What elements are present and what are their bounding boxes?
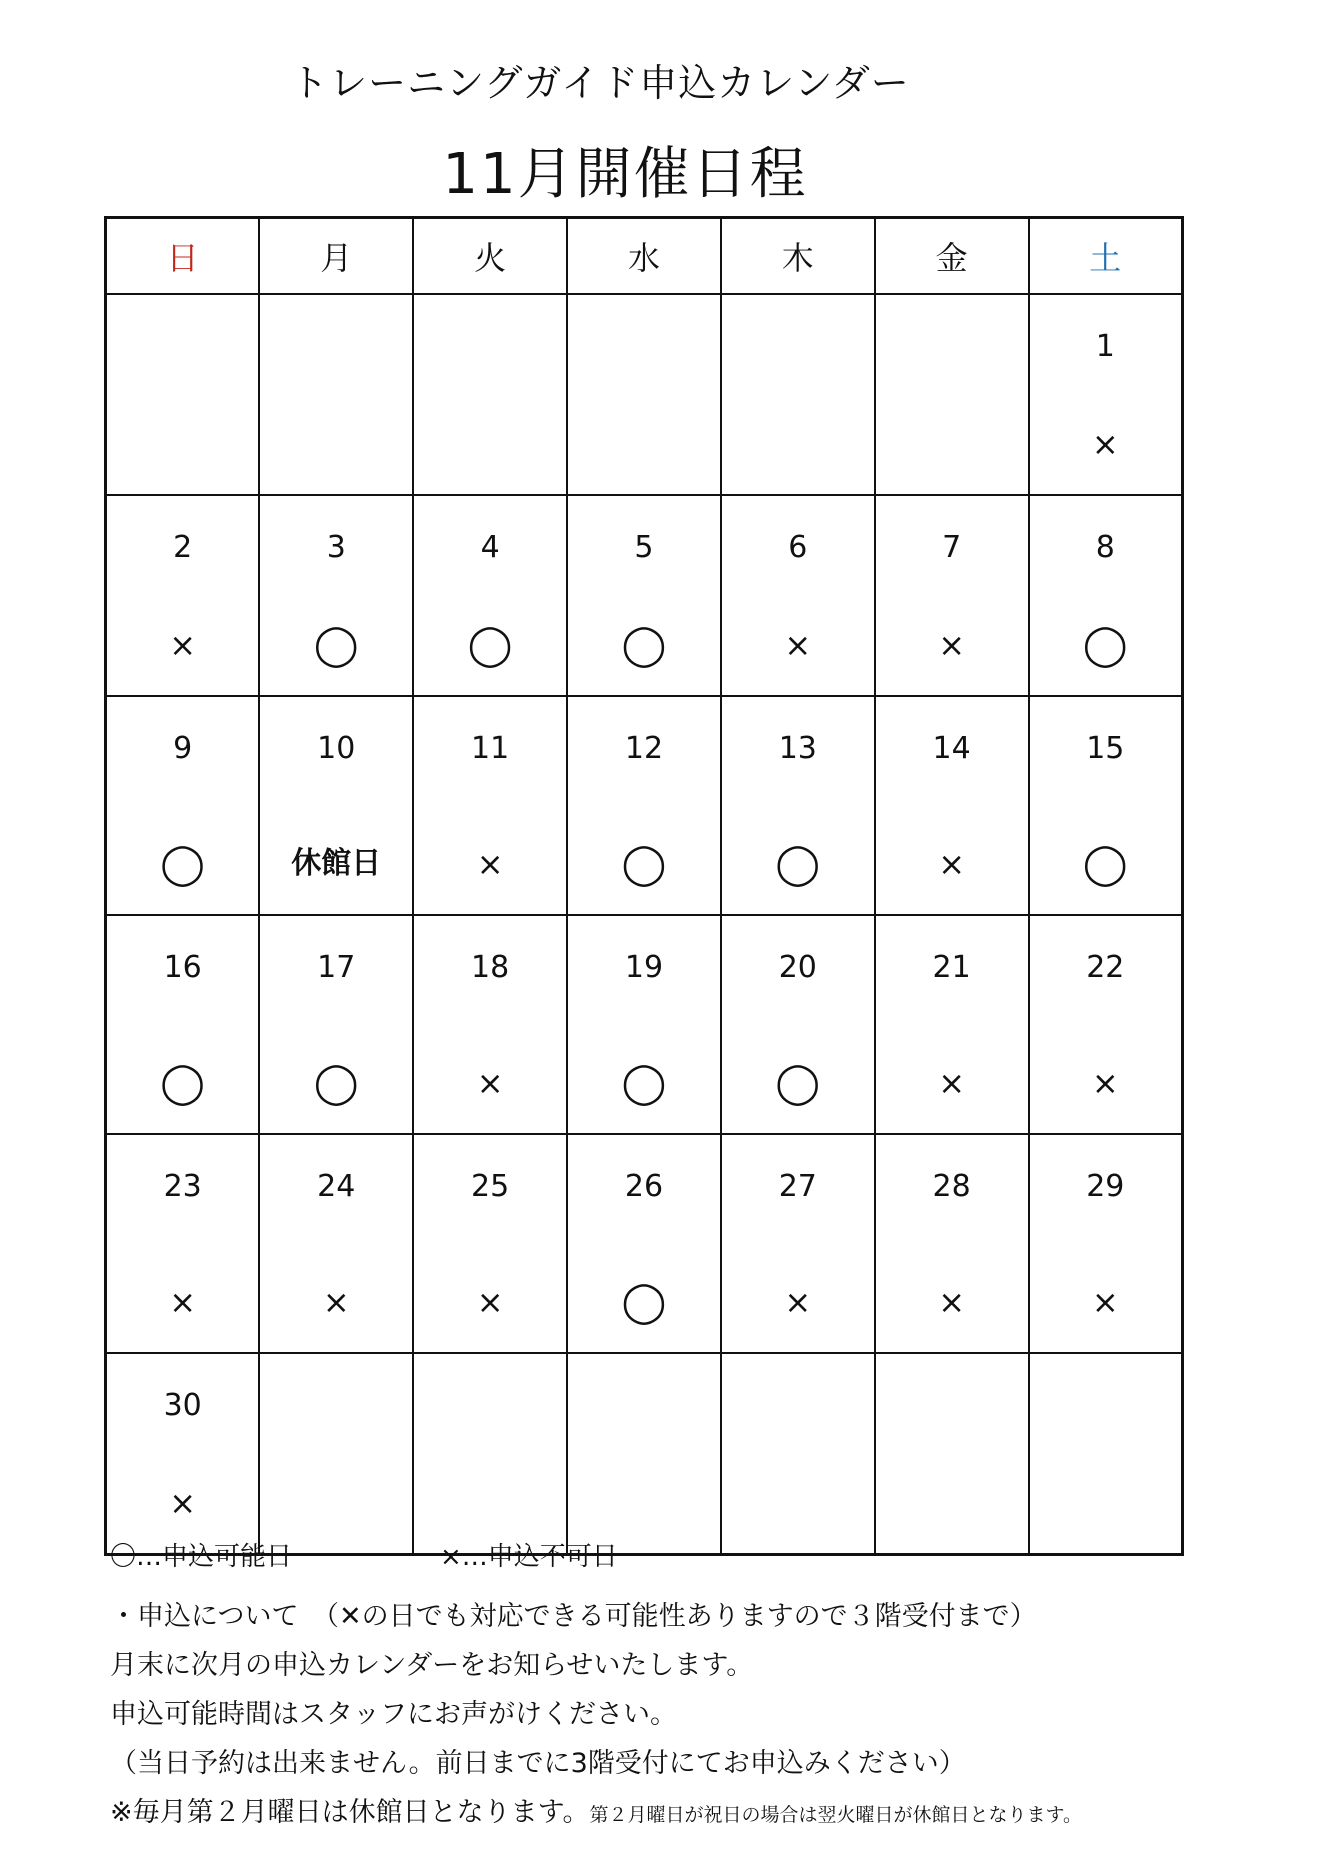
calendar-day-cell xyxy=(106,495,260,696)
calendar-week-row xyxy=(106,294,1183,495)
calendar-day-cell xyxy=(1029,696,1183,915)
calendar-empty-cell xyxy=(106,294,260,495)
calendar-day-cell xyxy=(721,1134,875,1353)
available-mark: ◯ xyxy=(160,1060,206,1106)
unavailable-mark: × xyxy=(169,1283,197,1321)
day-number: 5 xyxy=(634,530,654,565)
calendar-empty-cell xyxy=(875,294,1029,495)
unavailable-mark: × xyxy=(1091,425,1119,463)
unavailable-mark: × xyxy=(938,845,966,883)
day-number: 29 xyxy=(1086,1169,1125,1204)
unavailable-mark: × xyxy=(169,1484,197,1522)
calendar-day-cell xyxy=(875,1134,1029,1353)
note-line-2: 月末に次月の申込カレンダーをお知らせいたします。 xyxy=(110,1650,754,1681)
day-number: 3 xyxy=(326,530,346,565)
calendar-empty-cell xyxy=(875,1353,1029,1555)
weekday-thursday: 木 xyxy=(721,218,875,295)
day-number: 9 xyxy=(173,731,193,766)
calendar-day-cell xyxy=(567,696,721,915)
unavailable-mark: × xyxy=(1091,1283,1119,1321)
legend-available: 〇…申込可能日 xyxy=(110,1542,293,1572)
day-number: 12 xyxy=(624,731,664,766)
calendar-empty-cell xyxy=(567,1353,721,1555)
available-mark: ◯ xyxy=(775,841,821,887)
available-mark: ◯ xyxy=(1082,622,1128,668)
calendar-week-row xyxy=(106,915,1183,1134)
note-line-3: 申込可能時間はスタッフにお声がけください。 xyxy=(110,1699,677,1730)
day-number: 7 xyxy=(942,530,962,565)
calendar-empty-cell xyxy=(413,1353,567,1555)
calendar-day-cell xyxy=(1029,294,1183,495)
day-number: 6 xyxy=(788,530,808,565)
weekday-friday: 金 xyxy=(875,218,1029,295)
calendar-day-cell xyxy=(567,1134,721,1353)
unavailable-mark: × xyxy=(784,626,812,664)
note-line-5-main: ※毎月第２月曜日は休館日となります。 xyxy=(110,1797,590,1828)
unavailable-mark: × xyxy=(169,626,197,664)
day-number: 30 xyxy=(163,1388,202,1423)
calendar-day-cell xyxy=(259,915,413,1134)
weekday-header-row xyxy=(106,218,1183,295)
calendar-day-cell xyxy=(875,495,1029,696)
available-mark: ◯ xyxy=(160,841,206,887)
calendar-table xyxy=(104,216,1184,1556)
unavailable-mark: × xyxy=(938,626,966,664)
available-mark: ◯ xyxy=(313,622,359,668)
calendar-day-cell xyxy=(106,696,260,915)
calendar-week-row xyxy=(106,495,1183,696)
day-number: 22 xyxy=(1086,950,1125,985)
weekday-monday: 月 xyxy=(259,218,413,295)
calendar-week-row xyxy=(106,696,1183,915)
unavailable-mark: × xyxy=(476,1283,504,1321)
calendar-day-cell xyxy=(413,915,567,1134)
calendar-empty-cell xyxy=(1029,1353,1183,1555)
closed-day-label: 休館日 xyxy=(291,846,382,881)
calendar-week-row xyxy=(106,1134,1183,1353)
calendar-day-cell xyxy=(259,696,413,915)
note-line-5 xyxy=(110,1788,1082,1840)
calendar-day-cell xyxy=(567,915,721,1134)
available-mark: ◯ xyxy=(313,1060,359,1106)
calendar-day-cell xyxy=(1029,915,1183,1134)
calendar-day-cell xyxy=(259,495,413,696)
notes xyxy=(110,1592,1082,1840)
unavailable-mark: × xyxy=(476,1064,504,1102)
available-mark: ◯ xyxy=(621,1279,667,1325)
available-mark: ◯ xyxy=(775,1060,821,1106)
unavailable-mark: × xyxy=(938,1064,966,1102)
day-number: 23 xyxy=(163,1169,202,1204)
weekday-tuesday: 火 xyxy=(413,218,567,295)
calendar-empty-cell xyxy=(259,294,413,495)
day-number: 19 xyxy=(624,950,664,985)
calendar-day-cell xyxy=(413,1134,567,1353)
day-number: 15 xyxy=(1086,731,1125,766)
calendar-day-cell xyxy=(413,495,567,696)
unavailable-mark: × xyxy=(784,1283,812,1321)
day-number: 21 xyxy=(932,950,971,985)
calendar-day-cell xyxy=(567,495,721,696)
day-number: 16 xyxy=(163,950,202,985)
day-number: 17 xyxy=(317,950,356,985)
calendar-day-cell xyxy=(721,495,875,696)
day-number: 18 xyxy=(471,950,510,985)
calendar-day-cell xyxy=(875,696,1029,915)
calendar-subtitle: トレーニングガイド申込カレンダー xyxy=(290,61,910,105)
day-number: 11 xyxy=(471,731,510,766)
calendar-day-cell xyxy=(413,696,567,915)
available-mark: ◯ xyxy=(621,622,667,668)
calendar-empty-cell xyxy=(721,294,875,495)
day-number: 4 xyxy=(480,530,500,565)
available-mark: ◯ xyxy=(621,841,667,887)
day-number: 13 xyxy=(778,731,817,766)
unavailable-mark: × xyxy=(938,1283,966,1321)
page-title: 11月開催日程 xyxy=(442,142,808,207)
calendar-week-row xyxy=(106,1353,1183,1555)
note-line-4: （当日予約は出来ません。前日までに3階受付にてお申込みください） xyxy=(110,1748,966,1779)
day-number: 25 xyxy=(471,1169,510,1204)
weekday-saturday: 土 xyxy=(1029,218,1183,295)
day-number: 14 xyxy=(932,731,971,766)
calendar-day-cell xyxy=(259,1134,413,1353)
calendar-empty-cell xyxy=(259,1353,413,1555)
calendar-empty-cell xyxy=(721,1353,875,1555)
day-number: 2 xyxy=(173,530,193,565)
calendar-day-cell xyxy=(106,1134,260,1353)
calendar-day-cell xyxy=(106,1353,260,1555)
calendar-day-cell xyxy=(1029,1134,1183,1353)
day-number: 10 xyxy=(317,731,356,766)
note-line-5-small: 第２月曜日が祝日の場合は翌火曜日が休館日となります。 xyxy=(589,1804,1082,1826)
unavailable-mark: × xyxy=(1091,1064,1119,1102)
legend xyxy=(110,1540,618,1574)
calendar-day-cell xyxy=(106,915,260,1134)
unavailable-mark: × xyxy=(476,845,504,883)
calendar-day-cell xyxy=(875,915,1029,1134)
legend-unavailable: ×…申込不可日 xyxy=(440,1542,618,1572)
day-number: 28 xyxy=(932,1169,971,1204)
available-mark: ◯ xyxy=(621,1060,667,1106)
calendar-empty-cell xyxy=(413,294,567,495)
note-line-1: ・申込について （✕の日でも対応できる可能性ありますので３階受付まで） xyxy=(110,1601,1037,1632)
weekday-sunday: 日 xyxy=(106,218,260,295)
calendar-day-cell xyxy=(721,915,875,1134)
unavailable-mark: × xyxy=(322,1283,350,1321)
day-number: 1 xyxy=(1095,329,1115,364)
available-mark: ◯ xyxy=(1082,841,1128,887)
day-number: 27 xyxy=(778,1169,817,1204)
calendar-empty-cell xyxy=(567,294,721,495)
day-number: 20 xyxy=(778,950,817,985)
calendar-body xyxy=(106,294,1183,1555)
day-number: 26 xyxy=(624,1169,664,1204)
weekday-wednesday: 水 xyxy=(567,218,721,295)
calendar-day-cell xyxy=(1029,495,1183,696)
day-number: 8 xyxy=(1095,530,1115,565)
available-mark: ◯ xyxy=(467,622,513,668)
day-number: 24 xyxy=(317,1169,356,1204)
calendar-day-cell xyxy=(721,696,875,915)
